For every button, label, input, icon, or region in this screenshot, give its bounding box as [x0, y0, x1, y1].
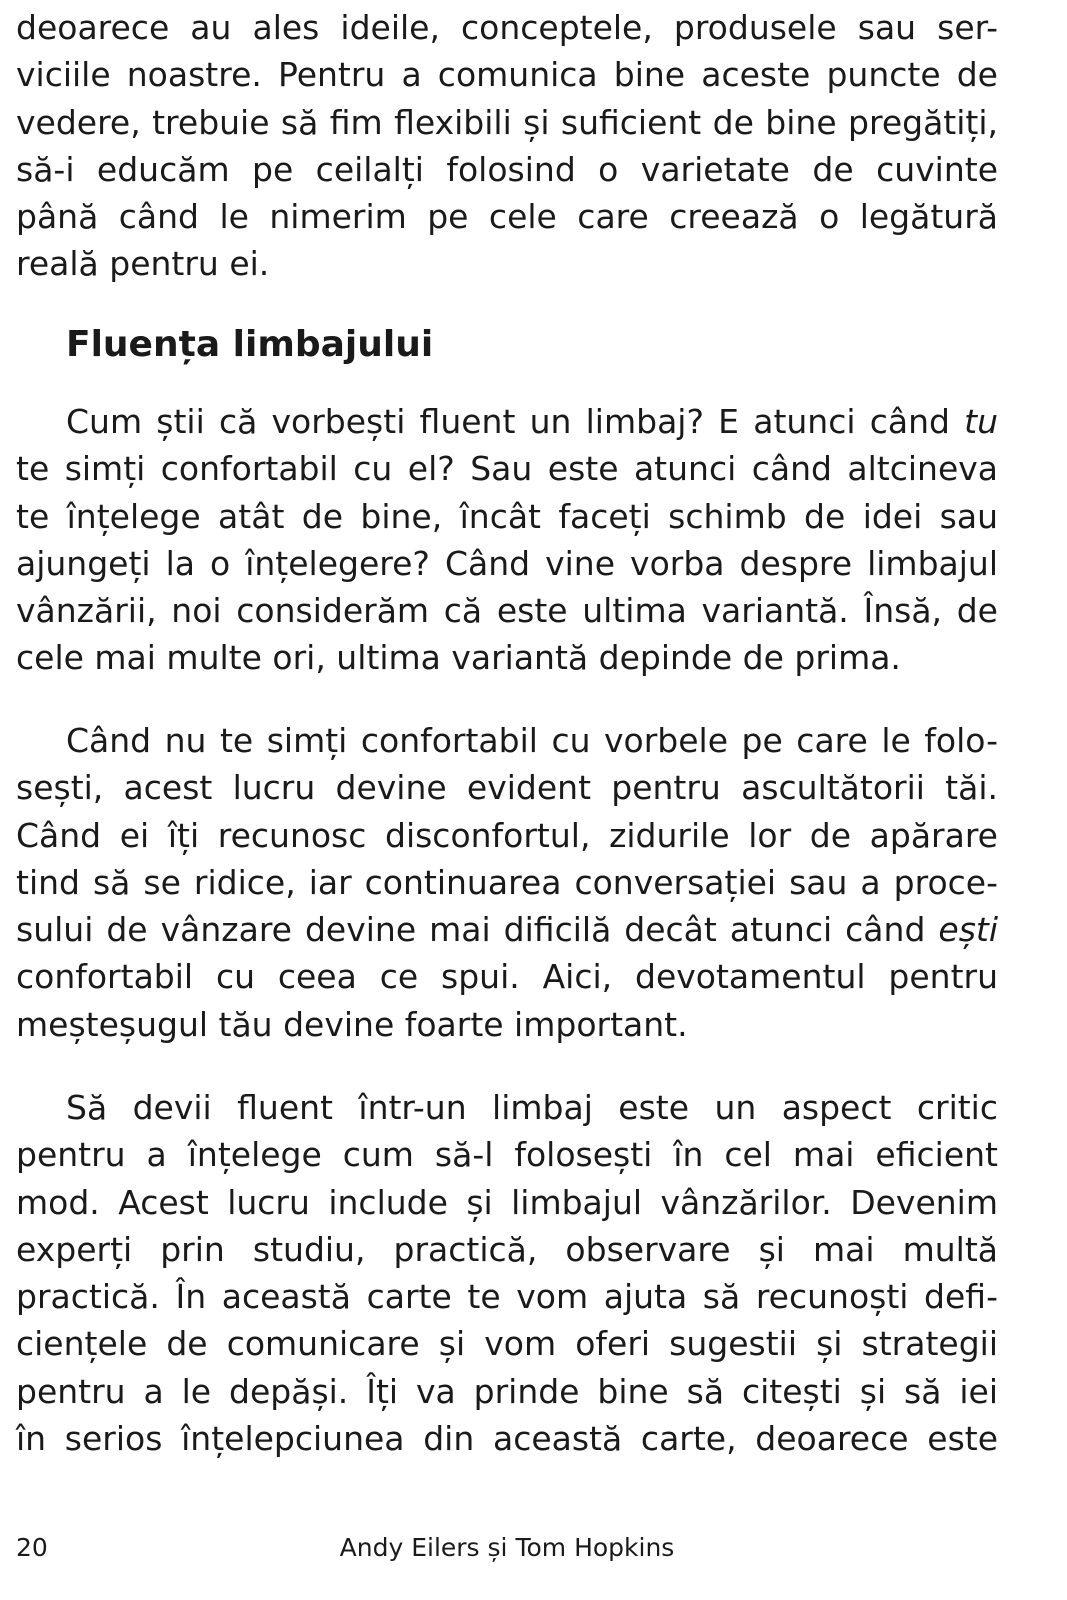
text-line: până când le nimerim pe cele care creează o legătură — [16, 197, 998, 237]
text-line: te simți confortabil cu el? Sau este atunci când altcineva — [16, 449, 998, 489]
text-line: ciențele de comunicare și vom oferi sugestii și strategii — [16, 1324, 998, 1364]
text-line: confortabil cu ceea ce spui. Aici, devotamentul pentru — [16, 957, 998, 997]
emphasis-text: tu — [964, 402, 998, 441]
text-line — [16, 906, 998, 953]
text-line: vânzării, noi considerăm că este ultima variantă. Însă, de — [16, 591, 998, 631]
text-line: tind să se ridice, iar continuarea conversației sau a proce- — [16, 862, 998, 902]
text-line: pentru a le depăși. Îți va prinde bine să citești și să iei — [16, 1371, 998, 1411]
text-line: reală pentru ei. — [16, 244, 270, 284]
text-line: meșteșugul tău devine foarte important. — [16, 1004, 688, 1044]
text-line: experți prin studiu, practică, observare și mai multă — [16, 1229, 998, 1269]
text-line: mod. Acest lucru include și limbajul vânzărilor. Devenim — [16, 1182, 998, 1222]
text-line: te înțelege atât de bine, încât faceți schimb de idei sau — [16, 496, 998, 536]
text-run: sului de vânzare devine mai dificilă decât atunci când — [16, 910, 939, 950]
text-line: să-i educăm pe ceilalți folosind o varietate de cuvinte — [16, 149, 998, 189]
text-line: cele mai multe ori, ultima variantă depinde de prima. — [16, 638, 901, 678]
text-line: vedere, trebuie să fim flexibili și suficient de bine pregătiți, — [16, 102, 998, 142]
text-line: pentru a înțelege cum să-l folosești în cel mai eficient — [16, 1135, 998, 1175]
paragraph-1 — [16, 4, 998, 288]
running-footer-authors: Andy Eilers și Tom Hopkins — [339, 1533, 675, 1562]
page-footer — [16, 1530, 998, 1566]
text-line: Când ei îți recunosc disconfortul, zidurile lor de apărare — [16, 815, 998, 855]
text-line: Când nu te simți confortabil cu vorbele pe care le folo- — [66, 721, 998, 760]
paragraph-2 — [16, 398, 998, 682]
paragraph-3 — [16, 717, 998, 1048]
text-line: deoarece au ales ideile, conceptele, produsele sau ser- — [16, 8, 998, 47]
emphasis-text: ești — [938, 910, 998, 950]
text-line: practică. În această carte te vom ajuta să recunoști defi- — [16, 1277, 998, 1317]
section-heading: Fluența limbajului — [66, 324, 434, 365]
text-run: Cum știi că vorbești fluent un limbaj? E atunci când — [66, 402, 965, 441]
text-line: Să devii fluent într-un limbaj este un aspect critic — [66, 1088, 998, 1127]
text-line: ajungeți la o înțelegere? Când vine vorba despre limbajul — [16, 543, 998, 583]
text-line: în serios înțelepciunea din această carte, deoarece este — [16, 1419, 998, 1459]
text-line: viciile noastre. Pentru a comunica bine aceste puncte de — [16, 55, 998, 95]
text-line — [16, 398, 998, 445]
page-number: 20 — [16, 1533, 48, 1562]
paragraph-4 — [16, 1084, 998, 1462]
text-line: sești, acest lucru devine evident pentru ascultătorii tăi. — [16, 768, 998, 808]
